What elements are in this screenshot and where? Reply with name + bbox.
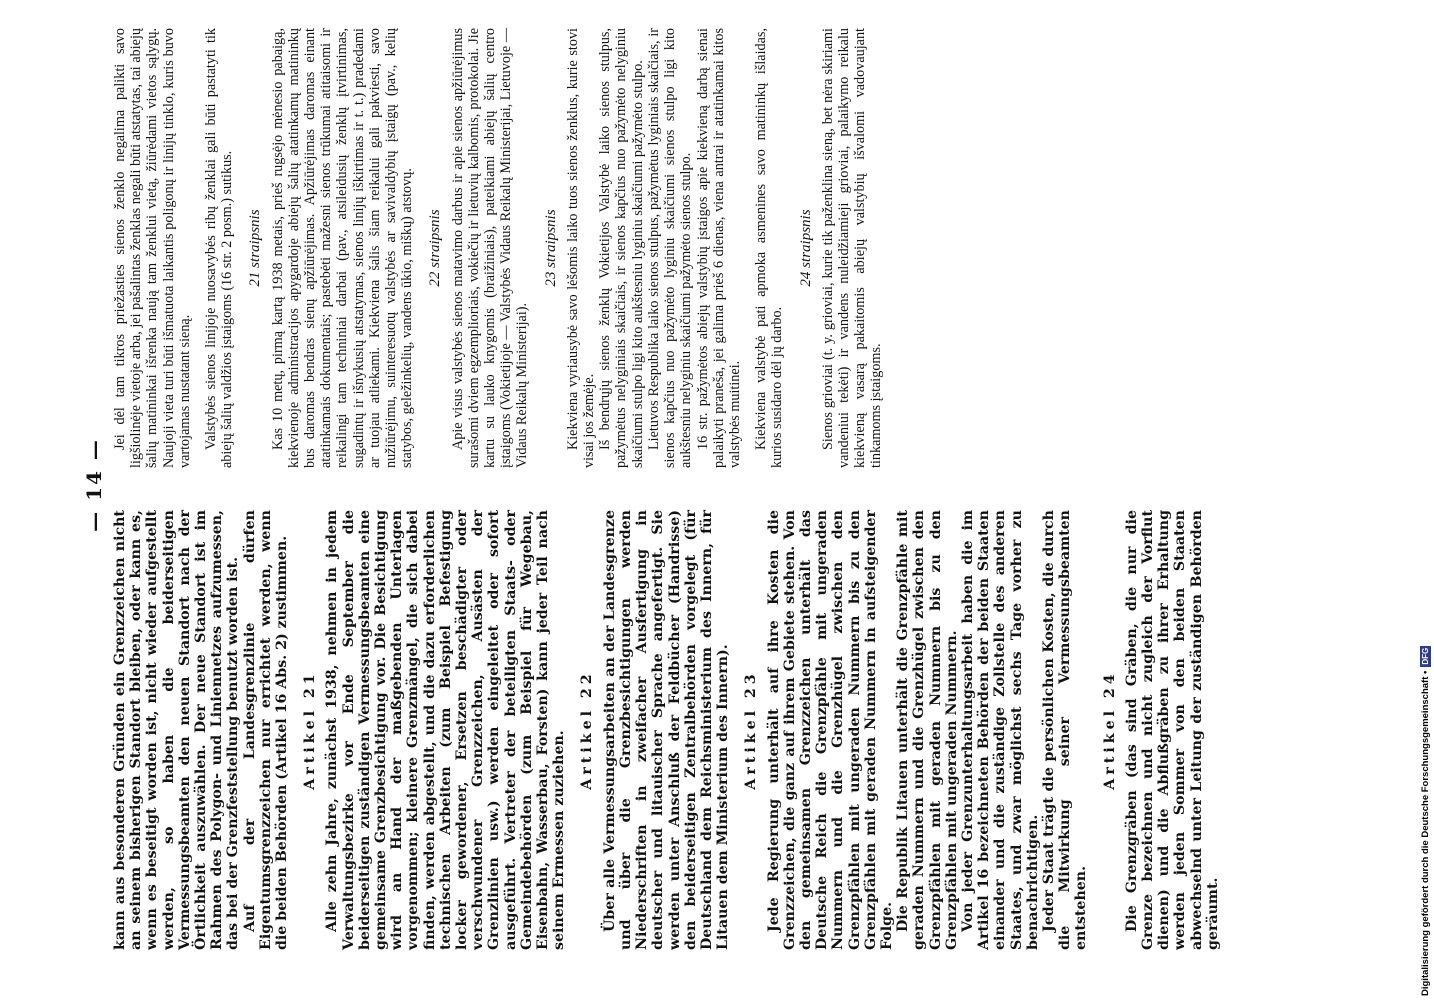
page-number: — 14 — — [82, 438, 106, 532]
digitization-credit — [1420, 646, 1432, 996]
german-column — [112, 510, 1221, 950]
paragraph: Kiekviena vyriausybė savo lėšomis laiko tuos sienos ženklus, kurie stovi visai jos žemėje. — [564, 28, 598, 468]
rotated-page-content — [82, 20, 1282, 950]
article-heading: Artikel 21 — [302, 670, 319, 790]
paragraph: Kas 10 metų, pirmą kartą 1938 metais, prieš rugsėjo mėnesio pabaigą, kiekvienoje administracijos apygardoje abiejų šalių atatinkamų matininkų bus daromas bendras sienų apžiūrėjimas. Apžiūrėjimas daromas einant atatinkamais dokumentais; pastebėti mažesni sienos trūkumai atitaisomi ir reikalingi tam techniniai darbai (pav., atsileidusių ženklų įtvirtinimas, sugadintų ir išnykusių atstatymas, sienos linijų iškirtimas ir t. t.) pradedami ar tuojau atliekami. Kiekviena šalis šiam reikalui gali pakviesti, savo nužiūrėjimu, suinteresuotų valstybės ar savivaldybių įstaigų (pav., kelių statybos, geležinkelių, vandens ūkio, miškų) atstovų. — [269, 28, 416, 468]
article-heading: 22 straipsnis — [427, 209, 444, 287]
paragraph: Lietuvos Respublika laiko sienos stulpus, pažymėtus lyginiais skaičiais, ir sienos kapčius nuo pažymėto lyginiu skaičiumi sienos stulpo ligi kito aukštesniu nelyginiu skaičiumi pažymėto sienos stulpo. — [645, 28, 695, 468]
paragraph: Über alle Vermessungsarbeiten an der Landesgrenze und über die Grenzbesichtigungen werden Niederschriften in zweifacher Ausfertigung in deutscher und litauischer Sprache angefertigt. Sie werden unter Anschluß der Feldbücher (Handrisse) den beiderseitigen Zentralbehörden vorgelegt (für Deutschland dem Reichsministerium des Innern, für Litauen dem Ministerium des Innern). — [601, 510, 732, 950]
paragraph: Die Republik Litauen unterhält die Grenzpfähle mit geraden Nummern und die Grenzhügel zwischen den Grenzpfählen mit geraden Nummern bis zu den Grenzpfählen mit ungeraden Nummern. — [895, 510, 960, 950]
article-heading: 23 straipsnis — [542, 209, 559, 287]
lithuanian-column — [112, 28, 885, 468]
article-heading: Artikel 22 — [579, 670, 596, 790]
paragraph: Jeder Staat trägt die persönlichen Kosten, die durch die Mitwirkung seiner Vermessungsbeamten entstehen. — [1040, 510, 1090, 950]
article-heading: 21 straipsnis — [247, 209, 264, 287]
paragraph: Alle zehn Jahre, zunächst 1938, nehmen in jedem Verwaltungsbezirke vor Ende September die beiderseitigen zuständigen Vermessungsbeamten eine gemeinsame Grenzbesichtigung vor. Die Besichtigung wird an Hand der maßgebenden Unterlagen vorgenommen; kleinere Grenzmängel, die sich dabei finden, werden abgestellt, und die dazu erforderlichen technischen Arbeiten (zum Beispiel Befestigung locker gewordener, Ersetzen beschädigter oder verschwundener Grenzzeichen, Ausästen der Grenzlinien usw.) werden eingeleitet oder sofort ausgeführt. Vertreter der beteiligten Staats- oder Gemeindebehörden (zum Beispiel für Wegebau, Eisenbahn, Wasserbau, Forsten) kann jeder Teil nach seinem Ermessen zuziehen. — [324, 510, 568, 950]
dfg-logo: DFG — [1421, 647, 1430, 665]
paragraph: Auf der Landesgrenzlinie dürfen Eigentumsgrenzzeichen nur errichtet werden, wenn die beiden Behörden (Artikel 16 Abs. 2) zustimmen. — [241, 510, 291, 950]
paragraph: kann aus besonderen Gründen ein Grenzzeichen nicht an seinem bisherigen Standort bleiben, oder kann es, wenn es beseitigt worden ist, nicht wieder aufgestellt werden, so haben die beiderseitigen Vermessungsbeamten den neuen Standort nach der Örtlichkeit auszuwählen. Der neue Standort ist im Rahmen des Polygon- und Liniennetzes aufzumessen, das bei der Grenzfeststellung benutzt worden ist. — [112, 510, 242, 950]
paragraph: Valstybės sienos linijoje nuosavybės ribų ženklai gali būti pastatyti tik abiejų šalių valdžios įstaigoms (16 str. 2 posm.) sutikus. — [203, 28, 236, 468]
paragraph: Iš bendrųjų sienos ženklų Vokietijos Valstybė laiko sienos stulpus, pažymėtus nelyginiais skaičiais, ir sienos kapčius nuo pažymėto nelyginiu skaičiumi stulpo ligi kito aukštesniu lyginiu skaičiumi pažymėto stulpo. — [597, 28, 646, 468]
paragraph: Jede Regierung unterhält auf ihre Kosten die Grenzzeichen, die ganz auf ihrem Gebiete stehen. Von den gemeinsamen Grenzzeichen unterhält das Deutsche Reich die Grenzpfähle mit ungeraden Nummern und die Grenzhügel zwischen den Grenzpfählen mit ungeraden Nummern bis zu den Grenzpfählen mit geraden Nummern in aufsteigender Folge. — [765, 510, 895, 950]
article-heading: Artikel 24 — [1101, 670, 1118, 790]
paragraph: Kiekviena valstybė pati apmoka asmenines savo matininkų išlaidas, kurios susidaro dėl jų darbo. — [753, 28, 786, 468]
article-heading: Artikel 23 — [743, 670, 760, 790]
paragraph: Jei dėl tam tikros priežasties sienos ženklo negalima palikti savo ligšiolinėje vietoje arba, jei pašalintas ženklas negali būti atstatytas, tai abiejų šalių matininkai išrenka naują tam ženklui vietą, žiūrėdami vietos sąlygų. Naujoji vieta turi būti išmatuota laikantis poligonų ir linijų tinklo, kuris buvo vartojamas nustatant sieną. — [112, 28, 193, 468]
paragraph: Apie visus valstybės sienos matavimo darbus ir apie sienos apžiūrėjimus surašomi dviem egzemplioriais, vokiečių ir lietuvių kalbomis, protokolai. Jie kartu su lauko knygomis (braižiniais), pateikiami abiejų šalių centro įstaigoms (Vokietijoje — Valstybės Vidaus Reikalų Ministerijai, Lietuvoje — Vidaus Reikalų Ministerijai). — [449, 28, 531, 468]
paragraph: Die Grenzgräben (das sind Gräben, die nur die Grenze bezeichnen und nicht zugleich der Vorflut dienen) und die Abflußgräben zu ihrer Erhaltung werden jeden Sommer von den beiden Staaten abwechselnd unter Leitung der zuständigen Behörden geräumt. — [1123, 510, 1221, 950]
paragraph: Von jeder Grenzunterhaltungsarbeit haben die im Artikel 16 bezeichneten Behörden der beiden Staaten einander und die zuständige Zollstelle des anderen Staates, und zwar möglichst sechs Tage vorher zu benachrichtigen. — [959, 510, 1041, 950]
article-heading: 24 straipsnis — [797, 209, 814, 287]
credit-text: Digitalisierung gefördert durch die Deutsche Forschungsgemeinschaft • — [1420, 670, 1431, 996]
paragraph: 16 str. pažymėtos abiejų valstybių įstaigos apie kiekvieną darbą sienai palaikyti praneša, jei galima prieš 6 dienas, viena antrai ir atatinkamai kitos valstybės muitinei. — [694, 28, 743, 468]
paragraph: Sienos grioviai (t. y. grioviai, kurie tik paženklina sieną, bet nėra skiriami vandeniui tekėti) ir vandens nuleidžiamieji grioviai, palaikymo reikalu kiekvieną vasarą pakaitomis abiejų valstybių išvalomi vadovaujant tinkamoms įstaigoms. — [819, 28, 885, 468]
